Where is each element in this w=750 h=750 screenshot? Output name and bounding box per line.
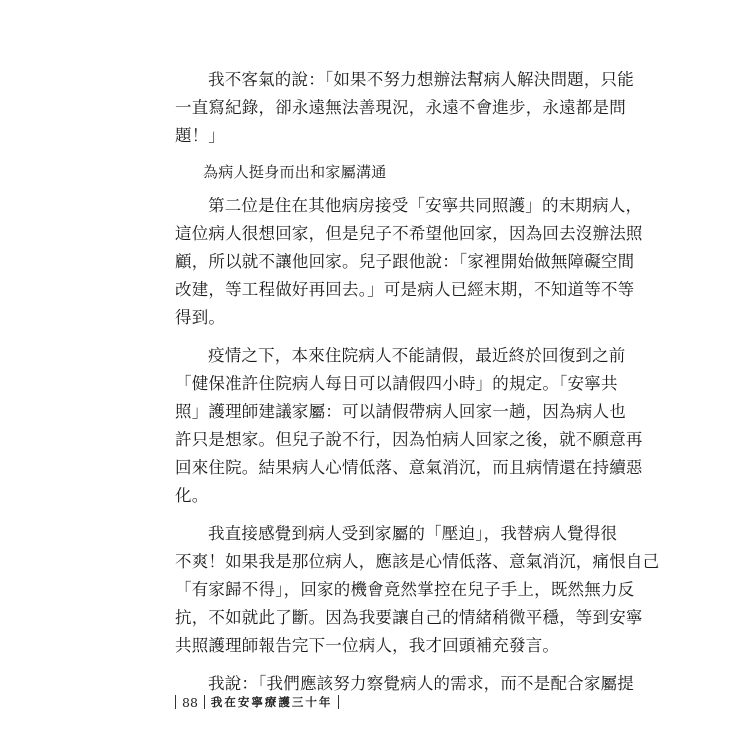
text-line: 抗，不如就此了斷。因為我要讓自己的情緒稍微平穩，等到安寧	[175, 608, 643, 627]
paragraph-3	[175, 342, 643, 510]
page-number: 88	[182, 694, 198, 710]
text-line: 不爽！如果我是那位病人，應該是心情低落、意氣消沉，痛恨自己	[175, 552, 660, 571]
text-line: 我直接感覺到病人受到家屬的「壓迫」，我替病人覺得很	[208, 524, 618, 543]
body-text	[175, 66, 660, 698]
text-line: 許只是想家。但兒子說不行，因為怕病人回家之後，就不願意再	[175, 430, 643, 449]
text-line: 一直寫紀錄，卻永遠無法善現況，永遠不會進步，永遠都是問	[175, 98, 626, 117]
text-line: 我不客氣的說：「如果不努力想辦法幫病人解決問題，只能	[208, 70, 634, 89]
text-line: 改建，等工程做好再回去。」可是病人已經末期，不知道等不等	[175, 280, 635, 299]
paragraph-2	[175, 192, 643, 332]
paragraph-4	[175, 520, 660, 660]
footer-divider	[338, 695, 339, 709]
text-line: 第二位是住在其他病房接受「安寧共同照護」的末期病人，	[208, 196, 643, 215]
page-footer	[175, 694, 339, 710]
text-line: 題！」	[175, 126, 226, 145]
text-line: 化。	[175, 486, 209, 505]
text-line: 回來住院。結果病人心情低落、意氣消沉，而且病情還在持續惡	[175, 458, 643, 477]
text-line: 照」護理師建議家屬：可以請假帶病人回家一趟，因為病人也	[175, 402, 626, 421]
section-subheading: 為病人挺身而出和家屬溝通	[203, 163, 387, 181]
text-line: 「健保准許住院病人每日可以請假四小時」的規定。「安寧共	[175, 374, 618, 393]
text-line: 這位病人很想回家，但是兒子不希望他回家，因為回去沒辦法照	[175, 224, 643, 243]
text-line: 顧，所以就不讓他回家。兒子跟他說：「家裡開始做無障礙空間	[175, 252, 635, 271]
text-line: 疫情之下，本來住院病人不能請假，最近終於回復到之前	[208, 346, 626, 365]
footer-divider	[204, 695, 205, 709]
text-line: 共照護理師報告完下一位病人，我才回頭補充發言。	[175, 636, 560, 655]
text-line: 得到。	[175, 308, 226, 327]
paragraph-1	[175, 66, 634, 150]
running-book-title: 我在安寧療護三十年	[210, 695, 333, 709]
footer-divider	[175, 695, 176, 709]
text-line: 我說：「我們應該努力察覺病人的需求，而不是配合家屬提	[208, 674, 634, 693]
text-line: 「有家歸不得」，回家的機會竟然掌控在兒子手上，既然無力反	[175, 580, 635, 599]
